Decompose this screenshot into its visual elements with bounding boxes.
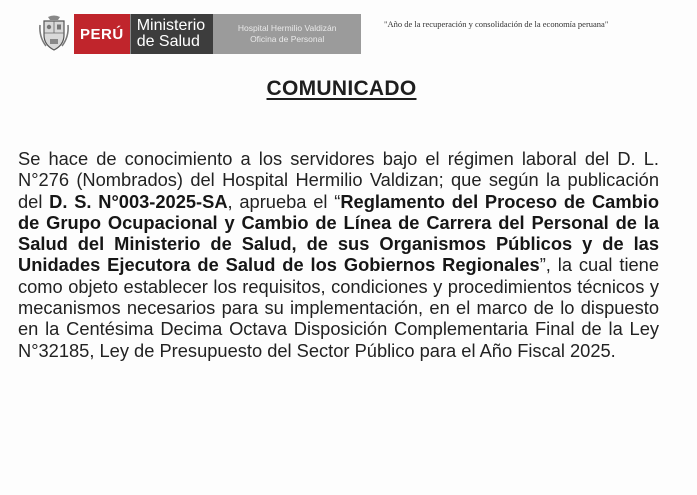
body-paragraph [18,148,659,361]
decree-reference: D. S. N°003-2025-SA [49,190,228,212]
peru-logo-label: PERÚ [74,14,130,54]
hospital-name: Hospital Hermilio Valdizán [237,23,337,33]
hospital-office: Oficina de Personal [250,34,325,44]
institutional-header [36,12,361,56]
year-motto: "Año de la recuperación y consolidación de la economía peruana" [384,19,609,29]
paragraph-closing: ”, la cual tiene como objeto establecer los requisitos, condiciones y procedimientos técnicos y mecanismos necesarios para su implementación, en el marco de lo dispuesto en la Centésima Decima Octava Disposición Complementaria Final de la Ley N°32185, Ley de Presupuesto del Sector Público para el Año Fiscal 2025. [18,254,660,361]
ministry-logo [130,14,213,54]
title-text: COMUNICADO [266,77,417,100]
hospital-logo [213,14,361,54]
ministry-line-1: Ministerio [136,17,206,34]
regulation-title: Reglamento del Proceso de Cambio de Grupo Ocupacional y Cambio de Línea de Carrera del Personal de la Salud del Ministerio de Salud, de sus Organismos Públicos y de las Unidades Ejecutora de Salud de los Gobiernos Regionales [18,190,659,276]
ministry-line-2: de Salud [136,33,200,50]
document-title [0,77,683,101]
coat-of-arms-icon [36,14,72,54]
paragraph-connector: , aprueba el “ [227,190,341,212]
paragraph-intro: Se hace de conocimiento a los servidores bajo el régimen laboral del D. L. N°276 (Nombrados) del Hospital Hermilio Valdizan; que según la publicación del [18,148,659,212]
